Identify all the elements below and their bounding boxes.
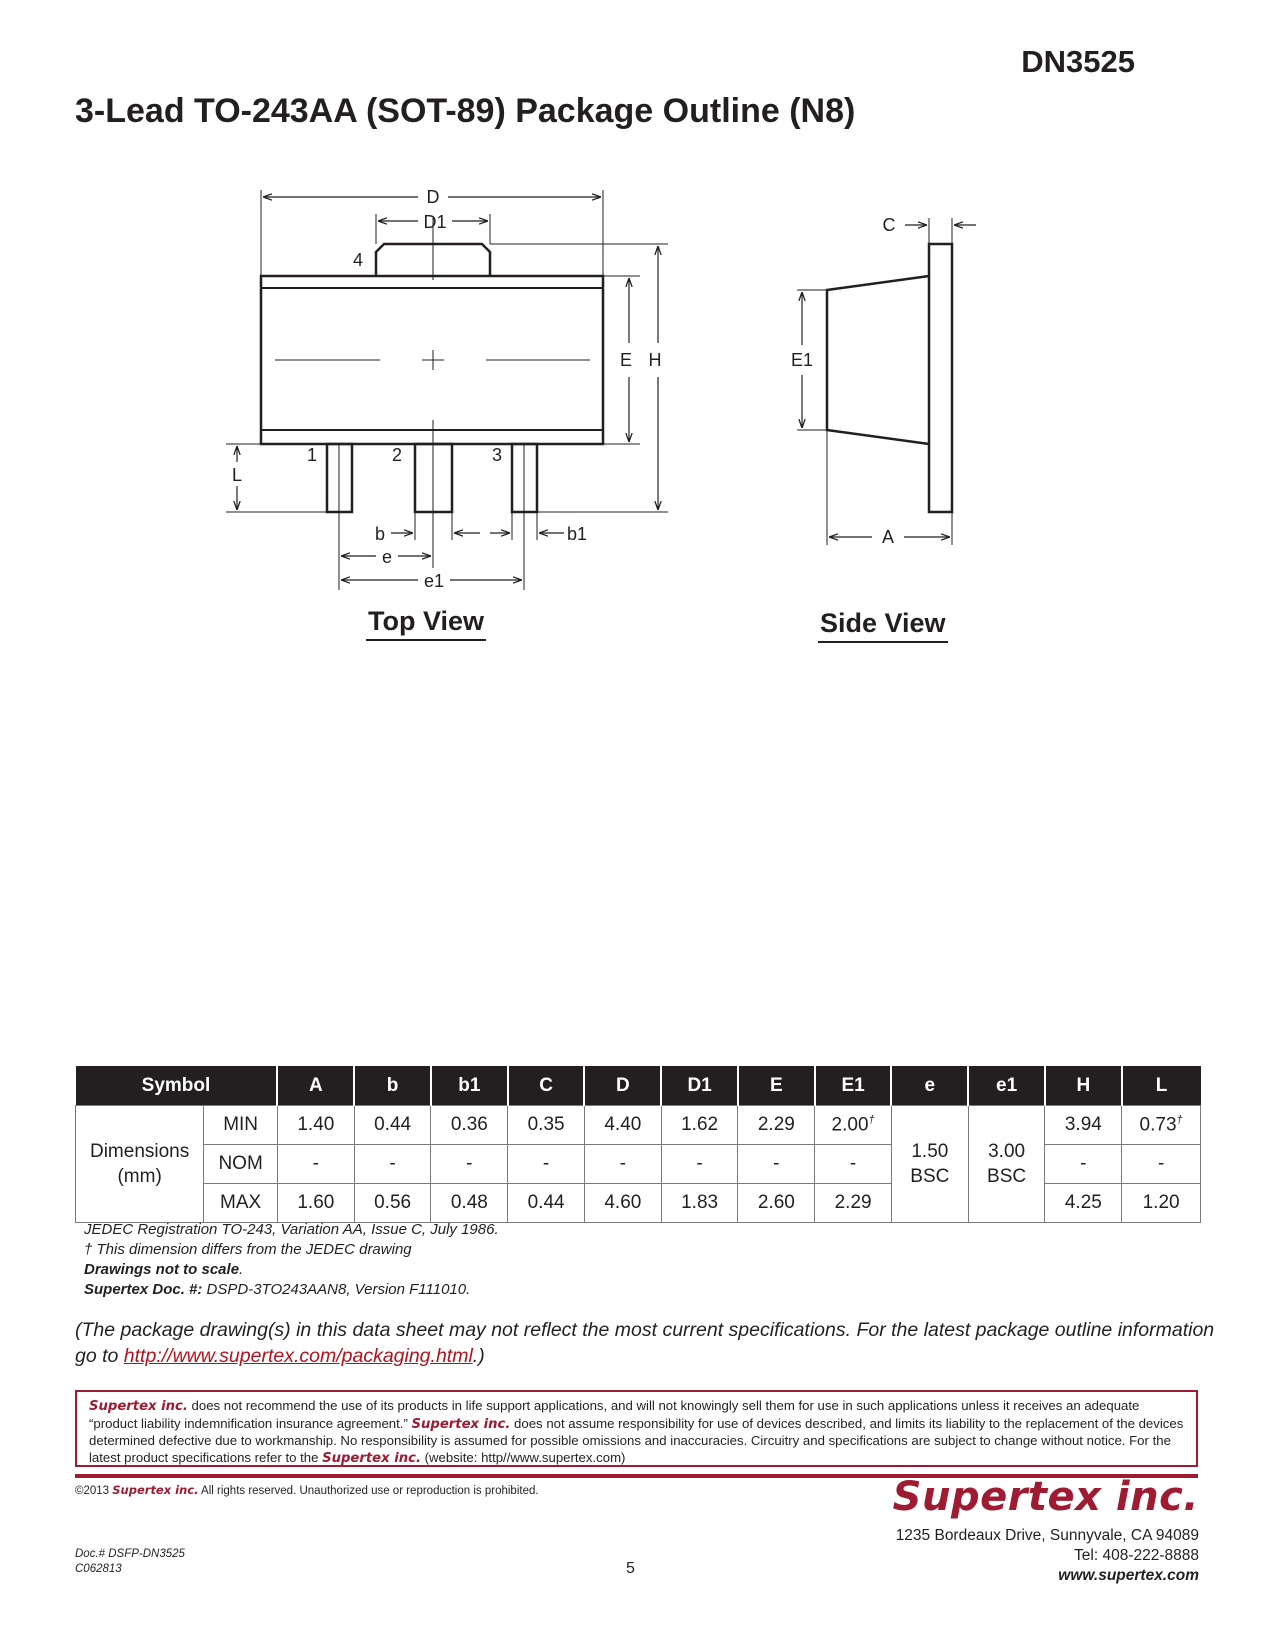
brand-name: Supertex inc.	[322, 1450, 421, 1466]
cell: 1.40	[277, 1106, 354, 1145]
cell: 3.94	[1045, 1106, 1122, 1145]
part-number: DN3525	[1021, 44, 1135, 79]
cell-e-bsc	[891, 1106, 968, 1223]
brand-name: Supertex inc.	[112, 1483, 199, 1497]
table-header-row	[76, 1066, 1201, 1106]
dimensions-label	[76, 1106, 204, 1223]
dim-label-C: C	[882, 215, 896, 235]
package-note-text: (The package drawing(s) in this data sheet may not reflect the most current specifications. For the latest package outline information go to	[75, 1319, 1215, 1367]
company-logo: Supertex inc.	[892, 1474, 1199, 1520]
cell: 4.40	[584, 1106, 661, 1145]
pin-label-3: 3	[491, 445, 503, 465]
package-outline-drawing	[0, 170, 1275, 670]
scale-note	[84, 1260, 499, 1280]
dagger-note	[84, 1240, 499, 1260]
disclaimer-text-2: does not assume responsibility for use of devices described, and limits its liability to the replacement of the devices determined defective due to workmanship. No responsibility is assumed for possible omissions and inaccuracies. Circuitry and specifications are subject to change without notice. For the latest product specifications refer to the	[89, 1415, 1184, 1465]
header-L: L	[1122, 1066, 1201, 1106]
disclaimer-box	[75, 1390, 1198, 1467]
cell: 2.29	[815, 1184, 892, 1223]
cell: 1.83	[661, 1184, 738, 1223]
cell: 1.20	[1122, 1184, 1201, 1223]
dagger-note-text: † This dimension differs from the JEDEC drawing	[84, 1241, 412, 1258]
telephone: Tel: 408-222-8888	[1074, 1547, 1199, 1564]
jedec-note: JEDEC Registration TO-243, Variation AA, Issue C, July 1986.	[84, 1221, 499, 1238]
side-view-label: Side View	[818, 608, 948, 643]
side-view-outline	[827, 244, 952, 512]
header-E1: E1	[815, 1066, 892, 1106]
dagger-mark: †	[868, 1113, 875, 1126]
cell: 0.48	[431, 1184, 508, 1223]
doc-note-label: Supertex Doc. #:	[84, 1281, 203, 1298]
cell: 0.35	[508, 1106, 585, 1145]
dim-label-H: H	[648, 350, 662, 370]
row-label-min: MIN	[204, 1106, 278, 1145]
table-notes	[84, 1220, 499, 1300]
dim-label-D1: D1	[423, 212, 447, 232]
dim-label-b: b	[374, 524, 386, 544]
top-view-label: Top View	[366, 606, 486, 641]
cell-value: 2.00	[831, 1114, 869, 1136]
website-link[interactable]: www.supertex.com	[1058, 1567, 1199, 1584]
cell: -	[354, 1145, 431, 1184]
street-address: 1235 Bordeaux Drive, Sunnyvale, CA 94089	[895, 1527, 1199, 1544]
copyright-prefix: ©2013	[75, 1485, 113, 1497]
cell: 4.25	[1045, 1184, 1122, 1223]
header-b: b	[354, 1066, 431, 1106]
cell-bsc: BSC	[987, 1166, 1027, 1187]
disclaimer-text-3: (website: http//www.supertex.com)	[420, 1449, 626, 1465]
header-b1: b1	[431, 1066, 508, 1106]
dim-label-e1: e1	[423, 571, 445, 591]
header-D: D	[584, 1066, 661, 1106]
cell: -	[431, 1145, 508, 1184]
cell: -	[1122, 1145, 1201, 1184]
cell: 2.29	[738, 1106, 815, 1145]
package-note	[75, 1317, 1215, 1369]
scale-note-end: .	[239, 1261, 244, 1278]
cell-bsc: BSC	[910, 1166, 950, 1187]
cell: 0.36	[431, 1106, 508, 1145]
copyright	[75, 1483, 539, 1497]
scale-note-bold: Drawings not to scale	[84, 1261, 240, 1278]
header-E: E	[738, 1066, 815, 1106]
doc-number-text: Doc.# DSFP-DN3525	[75, 1548, 185, 1560]
cell: 0.44	[354, 1106, 431, 1145]
header-D1: D1	[661, 1066, 738, 1106]
header-A: A	[277, 1066, 354, 1106]
doc-note-value: DSPD-3TO243AAN8, Version F111010.	[202, 1281, 471, 1298]
header-H: H	[1045, 1066, 1122, 1106]
dagger-mark: †	[1176, 1113, 1183, 1126]
dim-label-e: e	[381, 547, 393, 567]
brand-name: Supertex inc.	[89, 1399, 188, 1414]
header-e: e	[891, 1066, 968, 1106]
dim-label-E: E	[619, 350, 633, 370]
cell: 1.62	[661, 1106, 738, 1145]
page-number: 5	[626, 1560, 635, 1577]
cell: 0.44	[508, 1184, 585, 1223]
cell-value: 0.73	[1139, 1114, 1177, 1136]
pin-label-1: 1	[306, 445, 318, 465]
cell: 0.56	[354, 1184, 431, 1223]
package-note-end: .)	[472, 1345, 485, 1367]
copyright-suffix: All rights reserved. Unauthorized use or reproduction is prohibited.	[198, 1485, 539, 1497]
page-title: 3-Lead TO-243AA (SOT-89) Package Outline (N8)	[75, 92, 856, 130]
header-symbol: Symbol	[76, 1066, 278, 1106]
row-label-nom: NOM	[204, 1145, 278, 1184]
dimensions-text: Dimensions	[89, 1141, 190, 1162]
doc-note	[84, 1280, 499, 1300]
dim-label-A: A	[881, 527, 895, 547]
company-address	[896, 1526, 1199, 1586]
cell-l-min	[1122, 1106, 1201, 1145]
cell: -	[815, 1145, 892, 1184]
cell: 1.60	[277, 1184, 354, 1223]
cell-e1-bsc	[968, 1106, 1045, 1223]
cell-e1-min	[815, 1106, 892, 1145]
header-C: C	[508, 1066, 585, 1106]
row-label-max: MAX	[204, 1184, 278, 1223]
cell: -	[661, 1145, 738, 1184]
pin-label-2: 2	[391, 445, 403, 465]
dimensions-table	[75, 1066, 1201, 1223]
header-e1: e1	[968, 1066, 1045, 1106]
dim-label-L: L	[231, 465, 243, 485]
dimensions-unit: (mm)	[117, 1166, 162, 1187]
cell-value: 3.00	[988, 1141, 1026, 1162]
dim-label-b1: b1	[566, 524, 588, 544]
disclaimer-text-1: does not recommend the use of its products in life support applications, and will not knowingly sell them for use in such applications unless it receives an adequate “product liability indemnification insurance agreement.”	[89, 1398, 1140, 1431]
pin-label-4: 4	[352, 250, 364, 270]
cell: 4.60	[584, 1184, 661, 1223]
document-number	[75, 1547, 185, 1577]
table-row	[76, 1106, 1201, 1145]
packaging-link[interactable]: http://www.supertex.com/packaging.html	[123, 1345, 473, 1367]
doc-code-text: C062813	[75, 1563, 122, 1575]
brand-name: Supertex inc.	[411, 1416, 511, 1432]
cell-value: 1.50	[911, 1141, 949, 1162]
cell: -	[738, 1145, 815, 1184]
dim-label-E1: E1	[790, 350, 814, 370]
cell: -	[584, 1145, 661, 1184]
cell: -	[1045, 1145, 1122, 1184]
cell: 2.60	[738, 1184, 815, 1223]
cell: -	[508, 1145, 585, 1184]
cell: -	[277, 1145, 354, 1184]
dim-label-D: D	[426, 187, 440, 207]
